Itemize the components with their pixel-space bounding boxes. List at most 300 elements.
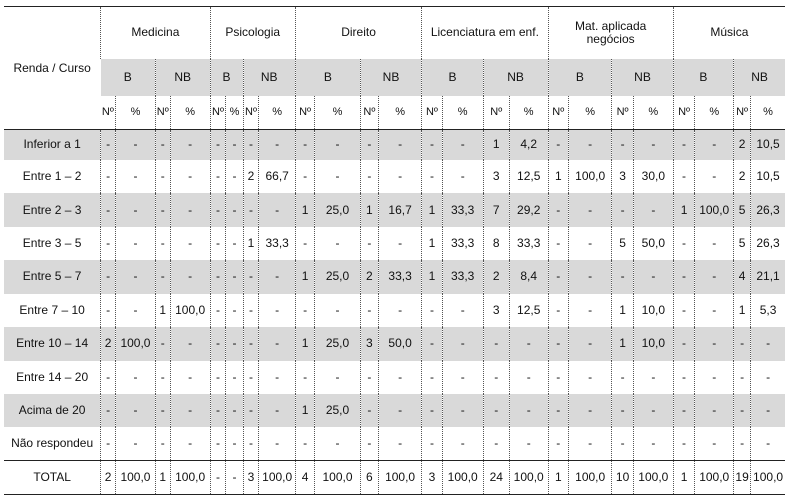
percent-cell: -	[633, 260, 673, 293]
percent-cell: -	[695, 394, 734, 427]
count-cell: -	[548, 260, 568, 293]
percent-cell: -	[170, 260, 210, 293]
count-cell: -	[210, 461, 226, 495]
count-cell: -	[360, 394, 378, 427]
count-cell: -	[210, 193, 226, 226]
count-cell: -	[422, 130, 442, 160]
percent-cell: -	[315, 427, 361, 460]
count-cell: 2	[243, 160, 259, 193]
percent-cell: 25,0	[315, 193, 361, 226]
count-cell: 1	[422, 227, 442, 260]
percent-column-header: %	[378, 96, 421, 130]
count-column-header: Nº	[734, 96, 751, 130]
percent-cell: -	[442, 394, 483, 427]
count-cell: -	[101, 227, 116, 260]
percent-cell: 100,0	[751, 461, 785, 495]
count-cell: 10	[612, 461, 634, 495]
count-cell: -	[734, 427, 751, 460]
group-header: NB	[360, 59, 421, 96]
count-cell: -	[155, 130, 170, 160]
percent-cell: 100,0	[695, 461, 734, 495]
percent-cell: 100,0	[569, 160, 612, 193]
count-cell: 1	[483, 130, 509, 160]
count-cell: -	[548, 130, 568, 160]
percent-cell: -	[170, 160, 210, 193]
group-header: NB	[734, 59, 785, 96]
count-cell: 6	[360, 461, 378, 495]
row-label: Acima de 20	[18, 403, 86, 418]
row-label: Entre 10 – 14	[16, 336, 89, 351]
count-cell: -	[101, 427, 116, 460]
percent-cell: -	[509, 394, 548, 427]
count-cell: -	[422, 394, 442, 427]
count-cell: 3	[243, 461, 259, 495]
percent-cell: 100,0	[633, 461, 673, 495]
percent-cell: -	[170, 193, 210, 226]
percent-cell: -	[569, 227, 612, 260]
course-header: Mat. aplicada negócios	[548, 7, 673, 59]
total-row	[4, 461, 785, 495]
count-cell: 2	[101, 461, 116, 495]
table-row	[4, 227, 785, 260]
percent-cell: -	[569, 394, 612, 427]
count-cell: -	[673, 427, 695, 460]
count-cell: -	[360, 294, 378, 327]
count-cell: -	[155, 193, 170, 226]
count-cell: -	[548, 227, 568, 260]
percent-cell: -	[259, 294, 295, 327]
row-label: Entre 2 – 3	[22, 202, 82, 217]
count-cell: -	[101, 193, 116, 226]
percent-cell: 25,0	[315, 327, 361, 360]
count-cell: -	[612, 394, 634, 427]
percent-cell: -	[442, 361, 483, 394]
percent-cell: 100,0	[170, 461, 210, 495]
percent-cell: -	[695, 361, 734, 394]
percent-cell: 30,0	[633, 160, 673, 193]
count-cell: -	[673, 294, 695, 327]
percent-cell: -	[751, 361, 785, 394]
count-column-header: Nº	[101, 105, 114, 118]
count-cell: -	[243, 260, 259, 293]
percent-cell: -	[170, 361, 210, 394]
percent-cell: -	[695, 294, 734, 327]
count-cell: 3	[360, 327, 378, 360]
group-header: B	[422, 59, 483, 96]
count-column-header: Nº	[422, 96, 442, 130]
count-cell: -	[101, 130, 116, 160]
count-cell: -	[295, 427, 314, 460]
count-column-header: Nº	[673, 96, 695, 130]
count-cell: -	[210, 427, 226, 460]
percent-column-header: %	[226, 96, 243, 130]
percent-cell: -	[569, 327, 612, 360]
count-cell: 5	[734, 227, 751, 260]
count-cell: -	[548, 427, 568, 460]
count-cell: 2	[483, 260, 509, 293]
count-cell: 5	[612, 227, 634, 260]
row-label: Não respondeu	[11, 436, 94, 451]
count-cell: -	[243, 130, 259, 160]
percent-cell: 8,4	[509, 260, 548, 293]
percent-cell: 33,3	[378, 260, 421, 293]
percent-cell: -	[170, 130, 210, 160]
count-cell: 1	[548, 461, 568, 495]
percent-cell: 100,0	[315, 461, 361, 495]
percent-column-header: %	[259, 96, 295, 130]
count-column-header: Nº	[612, 96, 634, 130]
percent-cell: 25,0	[315, 394, 361, 427]
course-header: Licenciatura em enf.	[422, 7, 548, 59]
row-label: Inferior a 1	[4, 130, 101, 160]
count-cell: -	[210, 260, 226, 293]
count-cell: 1	[548, 160, 568, 193]
count-cell: 1	[155, 461, 170, 495]
percent-cell: 100,0	[259, 461, 295, 495]
row-label: Entre 7 – 10	[19, 302, 85, 317]
percent-cell: 12,5	[509, 294, 548, 327]
percent-column-header: %	[569, 96, 612, 130]
percent-cell: -	[509, 427, 548, 460]
count-cell: -	[734, 361, 751, 394]
count-cell: -	[295, 130, 314, 160]
percent-cell: -	[695, 260, 734, 293]
course-header: Medicina	[101, 7, 210, 59]
count-cell: 1	[422, 193, 442, 226]
group-header: B	[548, 59, 612, 96]
count-cell: -	[243, 193, 259, 226]
count-cell: -	[612, 361, 634, 394]
percent-cell: -	[442, 130, 483, 160]
percent-cell: -	[226, 294, 243, 327]
count-cell: -	[360, 160, 378, 193]
percent-cell: -	[116, 130, 156, 160]
count-cell: 24	[483, 461, 509, 495]
percent-cell: 100,0	[378, 461, 421, 495]
count-cell: -	[210, 227, 226, 260]
row-label: Entre 3 – 5	[22, 235, 82, 250]
count-cell: -	[673, 130, 695, 160]
count-cell: 19	[734, 461, 751, 495]
percent-cell: -	[259, 394, 295, 427]
group-header: B	[210, 59, 243, 96]
percent-cell: -	[170, 394, 210, 427]
count-cell: 1	[422, 260, 442, 293]
percent-cell: 10,5	[751, 160, 785, 193]
count-cell: -	[210, 294, 226, 327]
percent-cell: -	[315, 361, 361, 394]
count-column-header: Nº	[155, 96, 170, 130]
percent-cell: -	[509, 327, 548, 360]
count-cell: -	[422, 160, 442, 193]
table-row	[4, 193, 785, 226]
count-cell: 1	[612, 294, 634, 327]
percent-cell: 25,0	[315, 260, 361, 293]
percent-cell: -	[226, 327, 243, 360]
table-row	[4, 427, 785, 460]
count-cell: -	[295, 361, 314, 394]
count-cell: 1	[360, 193, 378, 226]
count-cell: -	[483, 361, 509, 394]
count-cell: 2	[101, 327, 116, 360]
count-column-header: Nº	[483, 96, 509, 130]
percent-cell: -	[633, 193, 673, 226]
count-cell: 1	[673, 193, 695, 226]
percent-cell: -	[116, 260, 156, 293]
percent-cell: -	[116, 193, 156, 226]
count-cell: -	[612, 427, 634, 460]
table-row	[4, 294, 785, 327]
percent-cell: -	[226, 227, 243, 260]
table-row	[4, 327, 785, 360]
percent-cell: 100,0	[509, 461, 548, 495]
count-cell: -	[673, 327, 695, 360]
percent-cell: -	[226, 461, 243, 495]
count-cell: -	[101, 294, 116, 327]
count-cell: -	[155, 427, 170, 460]
count-cell: 1	[295, 327, 314, 360]
group-header: B	[673, 59, 733, 96]
percent-cell: -	[442, 294, 483, 327]
percent-cell: 29,2	[509, 193, 548, 226]
percent-cell: -	[116, 227, 156, 260]
count-cell: -	[360, 130, 378, 160]
percent-cell: -	[259, 193, 295, 226]
percent-cell: -	[315, 160, 361, 193]
percent-cell: -	[695, 160, 734, 193]
count-cell: 2	[734, 160, 751, 193]
count-cell: 1	[734, 294, 751, 327]
percent-cell: 50,0	[633, 227, 673, 260]
count-cell: 2	[734, 130, 751, 160]
count-cell: -	[360, 227, 378, 260]
percent-cell: -	[170, 427, 210, 460]
percent-column-header: %	[170, 96, 210, 130]
count-column-header: Nº	[243, 96, 259, 130]
percent-column-header: %	[751, 96, 785, 130]
percent-cell: -	[226, 427, 243, 460]
course-header: Direito	[295, 7, 421, 59]
percent-cell: 10,0	[633, 294, 673, 327]
group-header: NB	[243, 59, 295, 96]
percent-cell: 12,5	[509, 160, 548, 193]
count-cell: -	[101, 260, 116, 293]
row-label: TOTAL	[4, 461, 101, 495]
percent-cell: -	[226, 260, 243, 293]
table-row	[4, 130, 785, 160]
count-cell: -	[155, 160, 170, 193]
percent-column-header: %	[315, 96, 361, 130]
percent-cell: 100,0	[116, 461, 156, 495]
count-cell: -	[483, 427, 509, 460]
percent-cell: 4,2	[509, 130, 548, 160]
count-cell: 4	[734, 260, 751, 293]
percent-cell: -	[751, 427, 785, 460]
percent-cell: 5,3	[751, 294, 785, 327]
count-cell: -	[673, 260, 695, 293]
count-cell: -	[210, 394, 226, 427]
percent-cell: -	[226, 394, 243, 427]
count-column-header: Nº	[295, 96, 314, 130]
percent-cell: -	[695, 227, 734, 260]
count-cell: -	[243, 294, 259, 327]
group-header: B	[295, 59, 360, 96]
count-cell: 1	[295, 260, 314, 293]
count-cell: -	[210, 361, 226, 394]
count-cell: 1	[243, 227, 259, 260]
count-cell: -	[210, 160, 226, 193]
count-cell: 1	[155, 294, 170, 327]
percent-cell: 50,0	[378, 327, 421, 360]
percent-cell: -	[695, 427, 734, 460]
count-cell: 3	[483, 160, 509, 193]
percent-cell: -	[116, 294, 156, 327]
count-cell: -	[483, 394, 509, 427]
count-cell: -	[673, 227, 695, 260]
group-header: NB	[612, 59, 673, 96]
count-cell: -	[155, 260, 170, 293]
percent-cell: 100,0	[442, 461, 483, 495]
percent-cell: -	[378, 130, 421, 160]
percent-cell: 100,0	[170, 294, 210, 327]
count-cell: -	[422, 361, 442, 394]
count-cell: 3	[422, 461, 442, 495]
corner-label: Renda / Curso	[4, 7, 101, 130]
percent-cell: -	[633, 130, 673, 160]
percent-cell: -	[378, 394, 421, 427]
count-cell: -	[155, 327, 170, 360]
percent-cell: -	[378, 160, 421, 193]
count-cell: -	[155, 227, 170, 260]
percent-cell: -	[442, 427, 483, 460]
percent-cell: -	[315, 294, 361, 327]
percent-cell: -	[116, 361, 156, 394]
percent-cell: -	[569, 260, 612, 293]
percent-cell: 100,0	[695, 193, 734, 226]
income-by-course-table	[4, 6, 785, 495]
count-cell: -	[101, 361, 116, 394]
percent-cell: 26,3	[751, 227, 785, 260]
percent-cell: 26,3	[751, 193, 785, 226]
percent-cell: -	[633, 427, 673, 460]
count-column-header: Nº	[210, 96, 226, 130]
percent-cell: -	[378, 361, 421, 394]
count-cell: 4	[295, 461, 314, 495]
count-cell: -	[210, 327, 226, 360]
count-cell: 1	[295, 193, 314, 226]
count-column-header: Nº	[360, 96, 378, 130]
table-row	[4, 160, 785, 193]
percent-cell: -	[170, 327, 210, 360]
count-cell: -	[243, 327, 259, 360]
count-cell: -	[673, 361, 695, 394]
count-cell: -	[673, 160, 695, 193]
percent-cell: -	[633, 394, 673, 427]
percent-cell: -	[226, 160, 243, 193]
percent-cell: 10,0	[633, 327, 673, 360]
count-cell: -	[295, 227, 314, 260]
count-cell: 2	[360, 260, 378, 293]
count-cell: -	[548, 327, 568, 360]
percent-cell: -	[170, 227, 210, 260]
percent-column-header: %	[442, 96, 483, 130]
course-header: Psicologia	[210, 7, 295, 59]
count-cell: -	[422, 294, 442, 327]
count-cell: 7	[483, 193, 509, 226]
count-column-header: Nº	[548, 96, 568, 130]
percent-cell: -	[226, 130, 243, 160]
percent-cell: 33,3	[442, 193, 483, 226]
percent-cell: -	[442, 327, 483, 360]
percent-cell: 33,3	[259, 227, 295, 260]
table-row	[4, 260, 785, 293]
percent-cell: -	[259, 427, 295, 460]
count-cell: -	[101, 394, 116, 427]
count-cell: -	[243, 394, 259, 427]
row-label: Entre 1 – 2	[22, 169, 82, 184]
percent-cell: 33,3	[442, 227, 483, 260]
percent-cell: -	[226, 193, 243, 226]
row-label: Entre 14 – 20	[16, 369, 89, 384]
percent-cell: -	[569, 427, 612, 460]
count-cell: -	[673, 394, 695, 427]
count-cell: 3	[612, 160, 634, 193]
count-cell: 1	[295, 394, 314, 427]
group-header: NB	[483, 59, 548, 96]
count-cell: -	[155, 361, 170, 394]
count-cell: -	[548, 193, 568, 226]
percent-cell: -	[751, 327, 785, 360]
row-label: Entre 5 – 7	[22, 269, 82, 284]
percent-column-header: %	[116, 96, 156, 130]
count-cell: -	[155, 394, 170, 427]
percent-cell: 100,0	[569, 461, 612, 495]
count-cell: -	[734, 327, 751, 360]
count-cell: -	[360, 361, 378, 394]
percent-cell: 66,7	[259, 160, 295, 193]
percent-column-header: %	[695, 96, 734, 130]
count-cell: 5	[734, 193, 751, 226]
percent-cell: -	[442, 160, 483, 193]
percent-cell: -	[315, 130, 361, 160]
percent-cell: -	[751, 394, 785, 427]
percent-cell: -	[116, 160, 156, 193]
count-cell: -	[612, 193, 634, 226]
percent-cell: -	[695, 327, 734, 360]
percent-cell: 33,3	[509, 227, 548, 260]
percent-cell: -	[569, 361, 612, 394]
percent-cell: -	[569, 130, 612, 160]
count-cell: -	[612, 260, 634, 293]
group-header: NB	[155, 59, 210, 96]
percent-cell: -	[315, 227, 361, 260]
percent-cell: 21,1	[751, 260, 785, 293]
count-cell: -	[210, 130, 226, 160]
table-row	[4, 361, 785, 394]
count-cell: 3	[483, 294, 509, 327]
count-cell: -	[295, 160, 314, 193]
percent-cell: -	[378, 227, 421, 260]
count-cell: -	[101, 160, 116, 193]
percent-cell: -	[695, 130, 734, 160]
count-cell: -	[360, 427, 378, 460]
percent-column-header: %	[633, 96, 673, 130]
count-cell: -	[612, 130, 634, 160]
percent-cell: 10,5	[751, 130, 785, 160]
count-cell: -	[422, 427, 442, 460]
count-cell: -	[295, 294, 314, 327]
percent-cell: -	[569, 193, 612, 226]
